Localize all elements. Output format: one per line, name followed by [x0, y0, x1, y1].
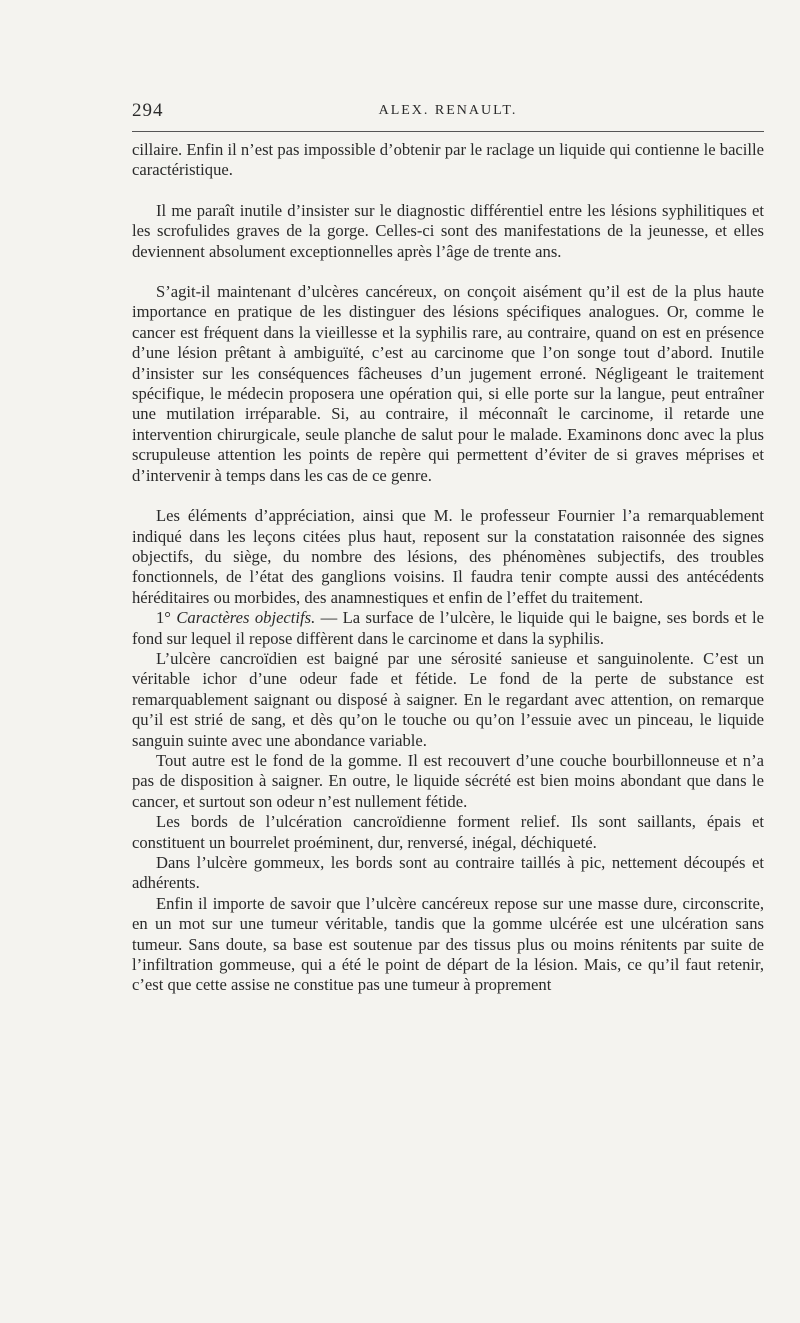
paragraph: Il me paraît inutile d’insister sur le diagnostic différentiel entre les lésions syphilitiques et les scrofulides graves de la gorge. Celles-ci sont des manifestations de la jeunesse, et elles deviennent absolument exceptionnelles après l’âge de trente ans.: [132, 200, 764, 261]
paragraph: Les bords de l’ulcération cancroïdienne forment relief. Ils sont saillants, épais et constituent un bourrelet proéminent, dur, renversé, inégal, déchiqueté.: [132, 812, 764, 852]
paragraph: Enfin il importe de savoir que l’ulcère cancéreux repose sur une masse dure, circonscrite, en un mot sur une tumeur véritable, tandis que la gomme ulcérée est une ulcération sans tumeur. Sans doute, sa base est soutenue par des tissus plus ou moins rénitents par suite de l’infiltration gommeuse, qui a été le point de départ de la lésion. Mais, ce qu’il faut retenir, c’est que cette assise ne constitue pas une tumeur à proprement: [132, 893, 764, 995]
page-header: [132, 100, 764, 126]
header-rule: [132, 131, 764, 132]
section-text: — La surface de l’ulcère, le liquide qui le baigne, ses bords et le fond sur lequel il repose diffèrent dans le carcinome et dans la syphilis.: [132, 608, 764, 648]
page-number: 294: [132, 100, 164, 121]
body-text: [132, 140, 764, 996]
section-paragraph: [132, 608, 764, 649]
paragraph: cillaire. Enfin il n’est pas impossible d’obtenir par le raclage un liquide qui contienne le bacille caractéristique.: [132, 140, 764, 180]
section-title: Caractères objectifs.: [176, 608, 316, 628]
paragraph: Les éléments d’appréciation, ainsi que M. le professeur Fournier l’a remarquablement indiqué dans les leçons citées plus haut, reposent sur la constatation raisonnée des signes objectifs, du siège, du nombre des lésions, des phénomènes subjectifs, des troubles fonctionnels, de l’état des ganglions voisins. Il faudra tenir compte aussi des antécédents héréditaires ou morbides, des anamnestiques et enfin de l’effet du traitement.: [132, 506, 764, 607]
section-number: 1°: [156, 608, 171, 628]
running-head: ALEX. RENAULT.: [378, 103, 518, 118]
paragraph: S’agit-il maintenant d’ulcères cancéreux, on conçoit aisément qu’il est de la plus haute importance en pratique de les distinguer des lésions spécifiques analogues. Or, comme le cancer est fréquent dans la vieillesse et la syphilis rare, au contraire, quand on est en présence d’une lésion prêtant à ambiguïté, c’est au carcinome que l’on songe tout d’abord. Inutile d’insister sur les conséquences fâcheuses d’un jugement erroné. Négligeant le traitement spécifique, le médecin proposera une opération qui, si elle porte sur la langue, peut entraîner une mutilation irréparable. Si, au contraire, il méconnaît le carcinome, il retarde une intervention chirurgicale, seule planche de salut pour le malade. Examinons donc avec la plus scrupuleuse attention les points de repère qui permettent d’éviter de si graves méprises et d’intervenir à temps dans les cas de ce genre.: [132, 282, 764, 485]
paragraph: L’ulcère cancroïdien est baigné par une sérosité sanieuse et sanguinolente. C’est un véritable ichor d’une odeur fade et fétide. Le fond de la perte de substance est remarquablement saignant ou disposé à saigner. En le regardant avec attention, on remarque qu’il est strié de sang, et dès qu’on le touche ou qu’on l’essuie avec un pinceau, le liquide sanguin suinte avec une abondance variable.: [132, 648, 764, 750]
paragraph: Dans l’ulcère gommeux, les bords sont au contraire taillés à pic, nettement découpés et adhérents.: [132, 853, 764, 893]
paragraph: Tout autre est le fond de la gomme. Il est recouvert d’une couche bourbillonneuse et n’a pas de disposition à saigner. En outre, le liquide sécrété est bien moins abondant que dans le cancer, et surtout son odeur n’est nullement fétide.: [132, 750, 764, 811]
